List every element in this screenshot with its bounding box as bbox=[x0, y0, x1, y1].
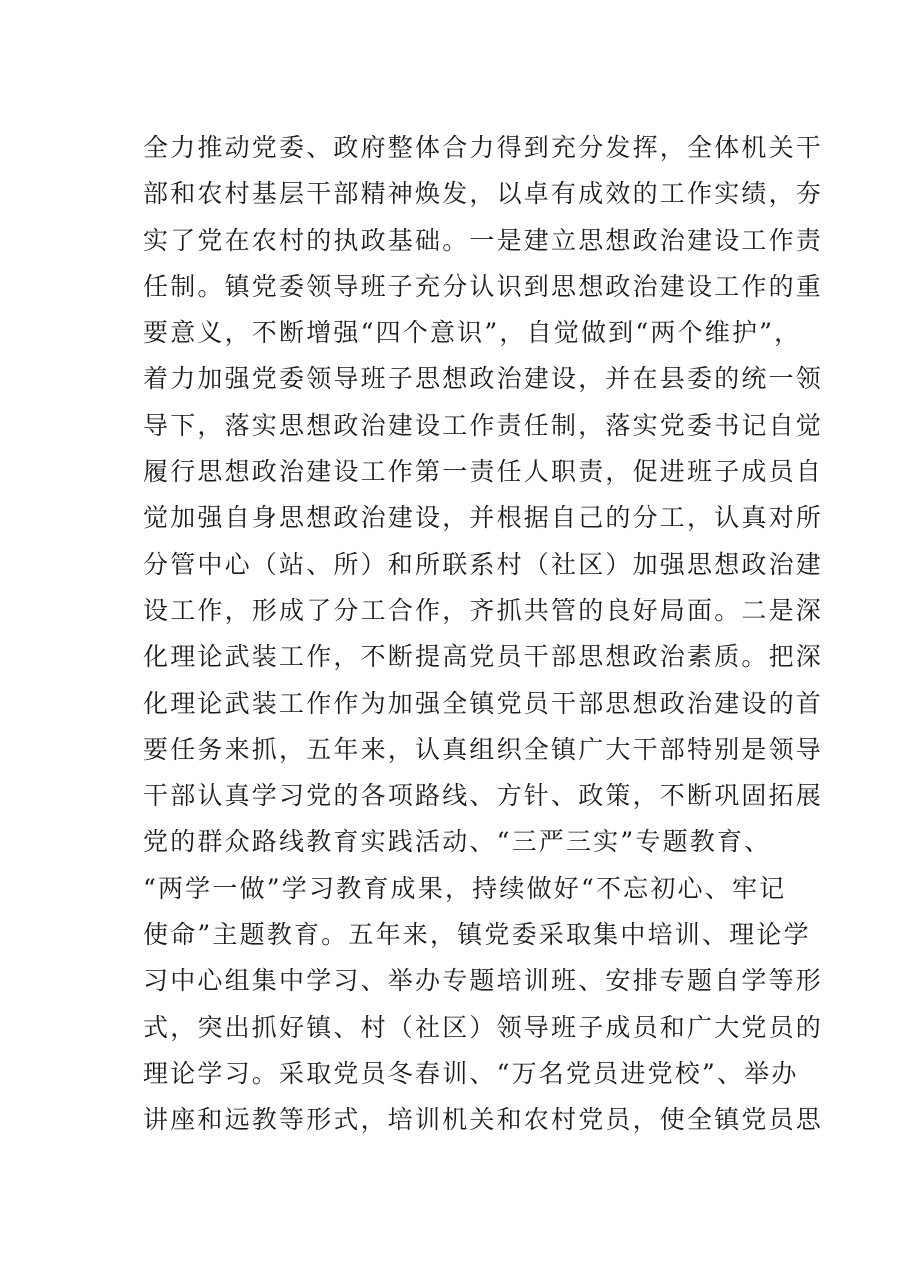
text-line: 使命”主题教育。五年来，镇党委采取集中培训、理论学 bbox=[143, 920, 811, 950]
text-line: 着力加强党委领导班子思想政治建设，并在县委的统一领 bbox=[143, 364, 824, 394]
text-line: “两学一做”学习教育成果，持续做好“不忘初心、牢记 bbox=[143, 873, 787, 903]
text-line: 理论学习。采取党员冬春训、“万名党员进党校”、举办 bbox=[143, 1058, 799, 1088]
text-line: 习中心组集中学习、举办专题培训班、安排专题自学等形 bbox=[143, 966, 824, 996]
text-line: 履行思想政治建设工作第一责任人职责，促进班子成员自 bbox=[143, 457, 824, 487]
text-line: 全力推动党委、政府整体合力得到充分发挥，全体机关干 bbox=[143, 133, 824, 162]
text-line: 实了党在农村的执政基础。一是建立思想政治建设工作责 bbox=[143, 225, 824, 255]
text-line: 化理论武装工作，不断提高党员干部思想政治素质。把深 bbox=[143, 642, 824, 672]
text-line: 干部认真学习党的各项路线、方针、政策，不断巩固拓展 bbox=[143, 781, 824, 811]
text-line: 分管中心（站、所）和所联系村（社区）加强思想政治建 bbox=[143, 549, 824, 579]
text-line: 要意义，不断增强“四个意识”，自觉做到“两个维护”， bbox=[143, 318, 802, 348]
text-line: 讲座和远教等形式，培训机关和农村党员，使全镇党员思 bbox=[143, 1105, 824, 1135]
text-line: 导下，落实思想政治建设工作责任制，落实党委书记自觉 bbox=[143, 410, 824, 440]
text-line: 部和农村基层干部精神焕发，以卓有成效的工作实绩，夯 bbox=[143, 179, 824, 209]
text-line: 设工作，形成了分工合作，齐抓共管的良好局面。二是深 bbox=[143, 595, 824, 625]
body-paragraph bbox=[143, 125, 824, 1144]
text-line: 觉加强自身思想政治建设，并根据自己的分工，认真对所 bbox=[143, 503, 824, 533]
text-line: 任制。镇党委领导班子充分认识到思想政治建设工作的重 bbox=[143, 271, 824, 301]
text-line: 党的群众路线教育实践活动、“三严三实”专题教育、 bbox=[143, 827, 772, 857]
text-line: 化理论武装工作作为加强全镇党员干部思想政治建设的首 bbox=[143, 688, 824, 718]
text-line: 式，突出抓好镇、村（社区）领导班子成员和广大党员的 bbox=[143, 1012, 824, 1042]
text-line: 要任务来抓，五年来，认真组织全镇广大干部特别是领导 bbox=[143, 734, 824, 764]
